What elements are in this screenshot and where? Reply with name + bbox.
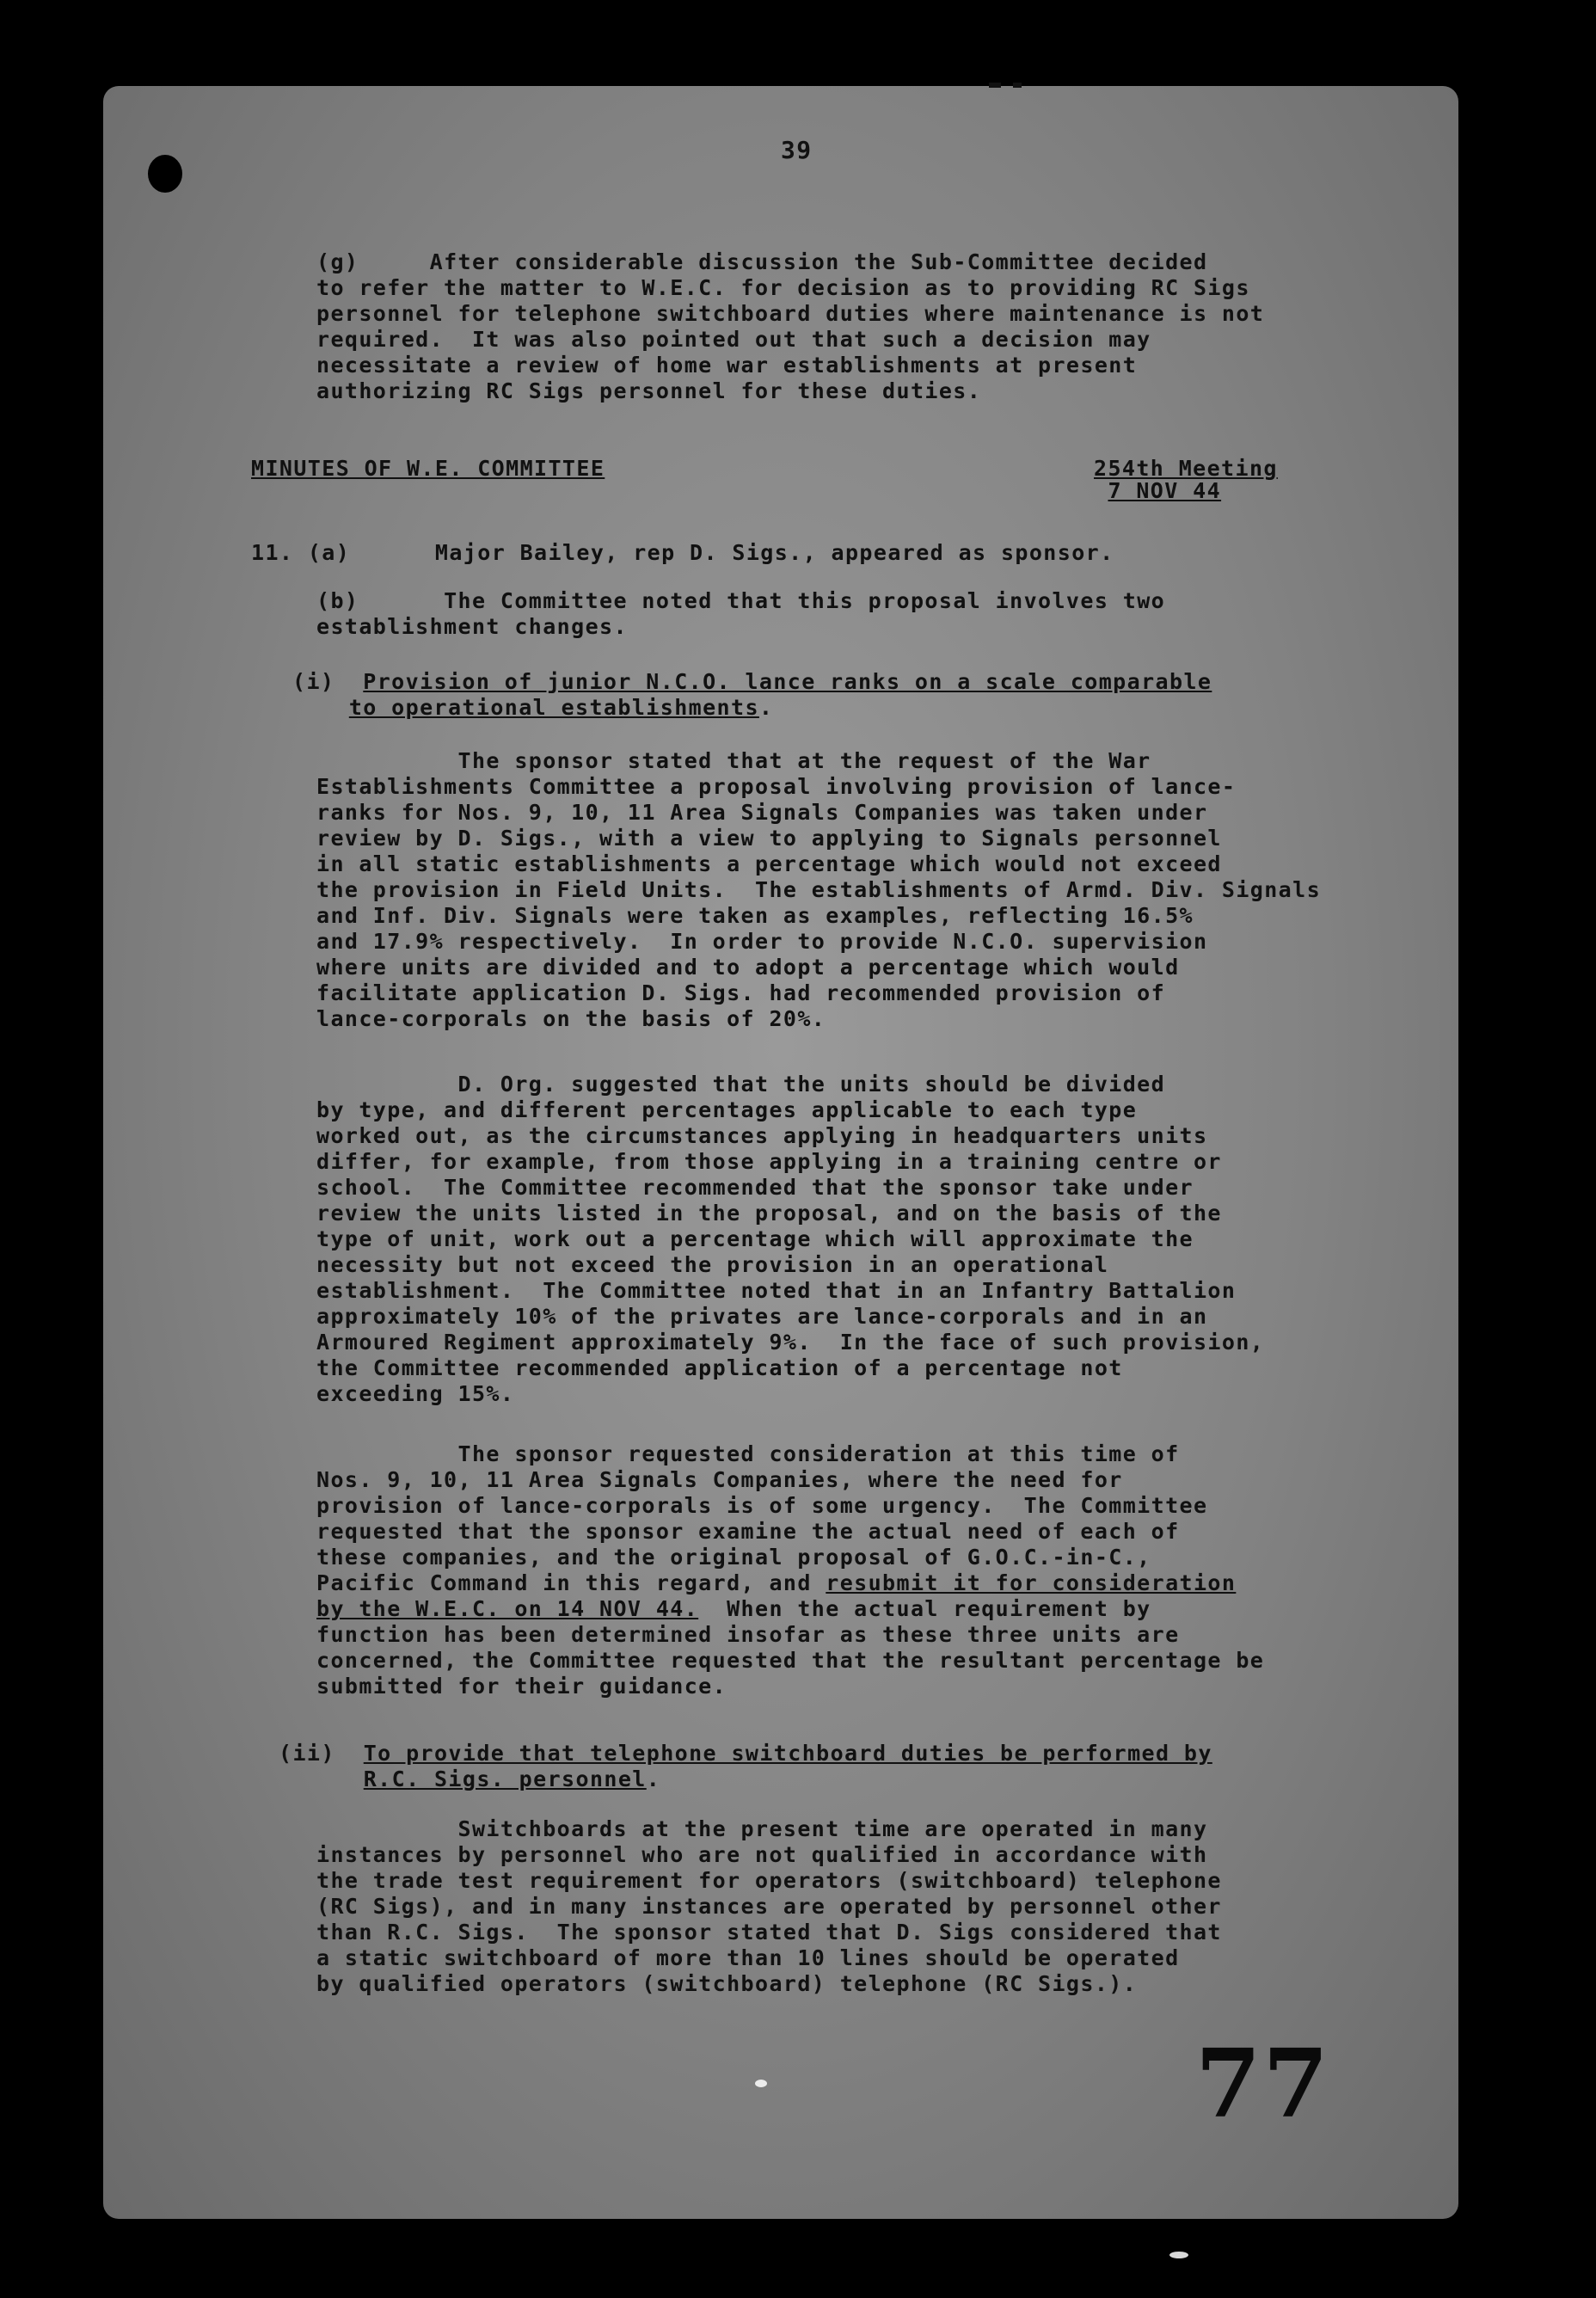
- text-line: When the actual requirement by: [698, 1596, 1151, 1621]
- item-11-a: [251, 540, 1114, 566]
- para-g-line: After considerable discussion the Sub-Committee decided: [429, 249, 1208, 274]
- item-a-label: (a): [307, 540, 351, 565]
- text-line: establishment. The Committee noted that in an Infantry Battalion: [316, 1278, 1237, 1303]
- subsection-i: (i) Provision of junior N.C.O. lance ranks on a scale comparable to operational establishments.: [292, 669, 1212, 720]
- text-line: lance-corporals on the basis of 20%.: [316, 1006, 826, 1031]
- text-line: necessity but not exceed the provision in an operational: [316, 1252, 1109, 1277]
- text-line: provision of lance-corporals is of some urgency. The Committee: [316, 1493, 1208, 1518]
- paragraph-d-org: [316, 1072, 1264, 1407]
- paragraph-sponsor-statement: [316, 748, 1321, 1032]
- text-line: requested that the sponsor examine the actual need of each of: [316, 1519, 1180, 1544]
- resubmit-underlined-text: resubmit it for consideration: [826, 1570, 1237, 1595]
- text-line: Nos. 9, 10, 11 Area Signals Companies, where the need for: [316, 1467, 1123, 1492]
- para-g-label: (g): [316, 249, 359, 274]
- text-line: approximately 10% of the privates are lance-corporals and in an: [316, 1304, 1208, 1329]
- text-line: (RC Sigs), and in many instances are operated by personnel other: [316, 1894, 1222, 1919]
- page-number: 39: [781, 136, 813, 164]
- section-heading: MINUTES OF W.E. COMMITTEE: [251, 456, 605, 481]
- text-line: D. Org. suggested that the units should be divided: [457, 1072, 1166, 1097]
- para-g-line: to refer the matter to W.E.C. for decision as to providing RC Sigs: [316, 275, 1250, 300]
- item-a-text: Major Bailey, rep D. Sigs., appeared as sponsor.: [434, 540, 1114, 565]
- text-line: facilitate application D. Sigs. had recommended provision of: [316, 980, 1166, 1005]
- text-line: and 17.9% respectively. In order to provide N.C.O. supervision: [316, 929, 1208, 954]
- text-line: exceeding 15%.: [316, 1381, 515, 1406]
- text-line: submitted for their guidance.: [316, 1674, 727, 1699]
- text-line: differ, for example, from those applying in a training centre or: [316, 1149, 1222, 1174]
- text-line: the Committee recommended application of a percentage not: [316, 1355, 1123, 1380]
- text-line: review by D. Sigs., with a view to applying to Signals personnel: [316, 826, 1222, 851]
- text-line: type of unit, work out a percentage which will approximate the: [316, 1226, 1194, 1251]
- resubmit-underlined-text: by the W.E.C. on 14 NOV 44.: [316, 1596, 699, 1621]
- text-line: by qualified operators (switchboard) telephone (RC Sigs.).: [316, 1971, 1138, 1996]
- para-g-line: necessitate a review of home war establishments at present: [316, 353, 1138, 378]
- sub-i-title-line: Provision of junior N.C.O. lance ranks on a scale comparable: [363, 669, 1212, 694]
- text-line: instances by personnel who are not qualified in accordance with: [316, 1842, 1208, 1867]
- item-b-line: establishment changes.: [316, 614, 628, 639]
- para-g-line: authorizing RC Sigs personnel for these duties.: [316, 378, 982, 403]
- sub-i-title-line: to operational establishments: [348, 695, 759, 720]
- text-line: the trade test requirement for operators (switchboard) telephone: [316, 1868, 1222, 1893]
- text-line: Armoured Regiment approximately 9%. In the face of such provision,: [316, 1330, 1265, 1355]
- item-b-label: (b): [316, 588, 359, 613]
- text-line: these companies, and the original proposal of G.O.C.-in-C.,: [316, 1545, 1151, 1570]
- text-line: Switchboards at the present time are operated in many: [457, 1816, 1208, 1841]
- item-b-line: The Committee noted that this proposal involves two: [444, 588, 1166, 613]
- text-line: the provision in Field Units. The establishments of Armd. Div. Signals: [316, 877, 1322, 902]
- paragraph-g: [316, 249, 1264, 404]
- text-line: Pacific Command in this regard, and: [316, 1570, 826, 1595]
- subsection-ii: (ii) To provide that telephone switchboard duties be performed by R.C. Sigs. personnel.: [279, 1741, 1212, 1791]
- text-line: function has been determined insofar as these three units are: [316, 1622, 1180, 1647]
- paragraph-switchboards: [316, 1816, 1222, 1997]
- text-line: concerned, the Committee requested that the resultant percentage be: [316, 1648, 1265, 1673]
- item-number: 11.: [251, 540, 294, 565]
- meeting-date: 7 NOV 44: [1108, 478, 1222, 503]
- text-line: The sponsor requested consideration at this time of: [457, 1441, 1180, 1466]
- meeting-reference: [1094, 458, 1278, 502]
- text-line: and Inf. Div. Signals were taken as examples, reflecting 16.5%: [316, 903, 1194, 928]
- text-line: review the units listed in the proposal, and on the basis of the: [316, 1201, 1222, 1226]
- text-line: school. The Committee recommended that the sponsor take under: [316, 1175, 1194, 1200]
- text-line: where units are divided and to adopt a percentage which would: [316, 955, 1180, 980]
- text-line: than R.C. Sigs. The sponsor stated that D. Sigs considered that: [316, 1920, 1222, 1945]
- sub-ii-label: (ii): [279, 1741, 335, 1766]
- para-g-line: required. It was also pointed out that such a decision may: [316, 327, 1151, 352]
- para-g-line: personnel for telephone switchboard duties where maintenance is not: [316, 301, 1265, 326]
- text-line: by type, and different percentages applicable to each type: [316, 1097, 1138, 1122]
- text-line: Establishments Committee a proposal involving provision of lance-: [316, 774, 1237, 799]
- text-line: in all static establishments a percentage which would not exceed: [316, 851, 1222, 876]
- text-line: a static switchboard of more than 10 lines should be operated: [316, 1945, 1180, 1970]
- sub-i-label: (i): [292, 669, 335, 694]
- handwritten-page-number: 77: [1195, 2028, 1331, 2139]
- paragraph-consideration-request: [316, 1441, 1264, 1699]
- text-line: The sponsor stated that at the request of the War: [457, 748, 1151, 773]
- sub-ii-title-line: To provide that telephone switchboard duties be performed by: [363, 1741, 1212, 1766]
- sub-ii-title-line: R.C. Sigs. personnel: [363, 1767, 647, 1791]
- text-line: worked out, as the circumstances applying in headquarters units: [316, 1123, 1208, 1148]
- item-11-b: [316, 588, 1165, 640]
- meeting-title: 254th Meeting: [1094, 456, 1278, 481]
- text-line: ranks for Nos. 9, 10, 11 Area Signals Companies was taken under: [316, 800, 1208, 825]
